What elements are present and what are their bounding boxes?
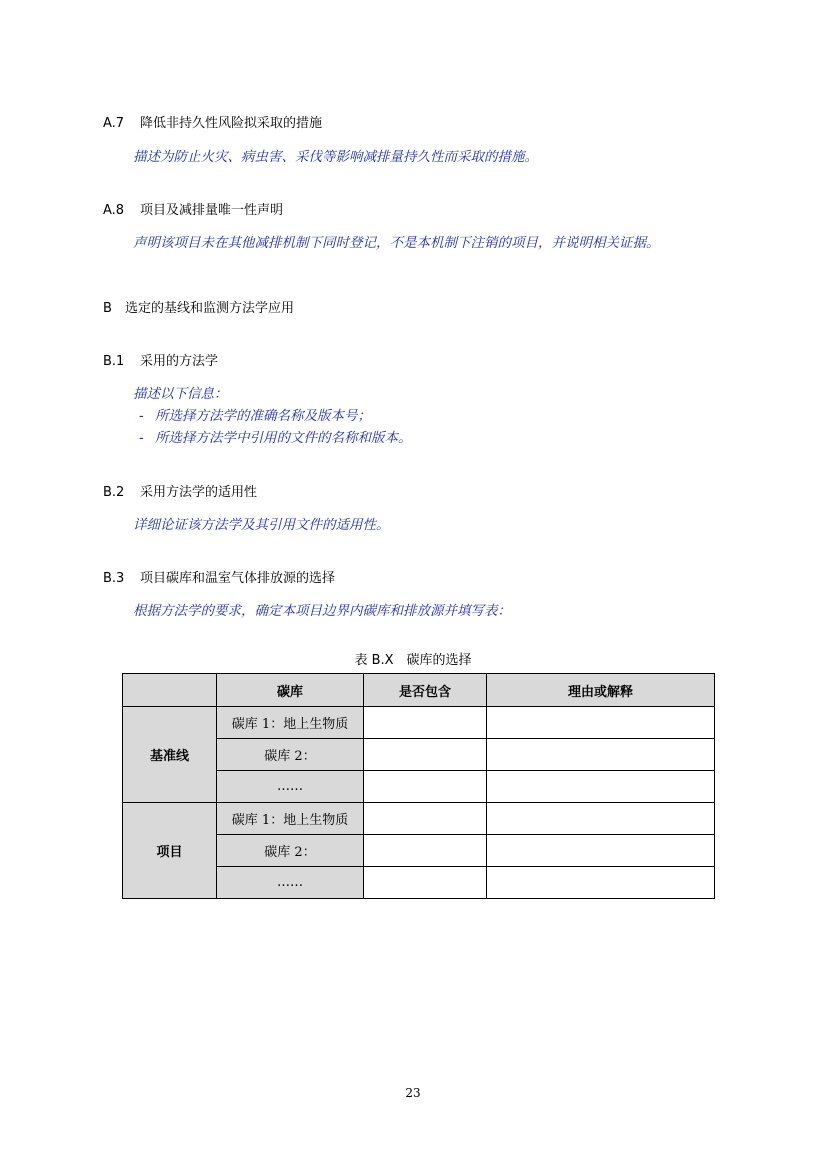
bullet-item — [133, 426, 412, 446]
heading-number: B.3 — [103, 571, 125, 586]
table-header-cell — [123, 674, 217, 707]
reason-cell[interactable] — [487, 867, 715, 899]
bullet-mark: - — [139, 430, 144, 446]
included-cell[interactable] — [364, 739, 487, 771]
heading-a7 — [103, 112, 322, 131]
table-header-cell: 理由或解释 — [487, 674, 715, 707]
carbon-pool-cell: …… — [217, 867, 364, 899]
included-cell[interactable] — [364, 771, 487, 803]
bullet-text: 所选择方法学的准确名称及版本号； — [155, 408, 371, 424]
heading-number: B.2 — [103, 485, 125, 500]
bullet-item — [133, 404, 371, 424]
reason-cell[interactable] — [487, 771, 715, 803]
carbon-pool-table — [122, 673, 715, 899]
included-cell[interactable] — [364, 707, 487, 739]
carbon-pool-cell: …… — [217, 771, 364, 803]
included-cell[interactable] — [364, 803, 487, 835]
group-label-baseline: 基准线 — [123, 707, 217, 803]
included-cell[interactable] — [364, 835, 487, 867]
heading-number: A.8 — [103, 203, 125, 218]
carbon-pool-cell: 碳库 2： — [217, 835, 364, 867]
table-header-row — [123, 674, 715, 707]
guide-text-b3: 根据方法学的要求，确定本项目边界内碳库和排放源并填写表： — [133, 603, 511, 619]
bullet-text: 所选择方法学中引用的文件的名称和版本。 — [155, 430, 412, 446]
heading-title: 采用的方法学 — [140, 354, 219, 369]
heading-title: 降低非持久性风险拟采取的措施 — [140, 116, 323, 131]
heading-b3 — [103, 567, 335, 586]
heading-title: 项目及减排量唯一性声明 — [140, 203, 284, 218]
heading-title: 采用方法学的适用性 — [140, 485, 258, 500]
heading-number: B — [103, 301, 112, 316]
included-cell[interactable] — [364, 867, 487, 899]
reason-cell[interactable] — [487, 803, 715, 835]
heading-number: A.7 — [103, 116, 125, 131]
table-row — [123, 803, 715, 835]
guide-text-b2: 详细论证该方法学及其引用文件的适用性。 — [133, 517, 390, 533]
heading-b — [103, 297, 294, 316]
table-header-cell: 碳库 — [217, 674, 364, 707]
guide-text-a8: 声明该项目未在其他减排机制下同时登记，不是本机制下注销的项目，并说明相关证据。 — [133, 235, 660, 251]
bullet-mark: - — [139, 408, 144, 424]
table-caption: 表 B.X 碳库的选择 — [354, 653, 472, 668]
carbon-pool-cell: 碳库 1：地上生物质 — [217, 707, 364, 739]
table-row — [123, 707, 715, 739]
group-label-project: 项目 — [123, 803, 217, 899]
carbon-pool-cell: 碳库 1：地上生物质 — [217, 803, 364, 835]
heading-title: 项目碳库和温室气体排放源的选择 — [140, 571, 336, 586]
table-header-cell: 是否包含 — [364, 674, 487, 707]
heading-b1 — [103, 350, 218, 369]
page-number: 23 — [405, 1086, 421, 1100]
reason-cell[interactable] — [487, 835, 715, 867]
heading-a8 — [103, 199, 283, 218]
heading-title: 选定的基线和监测方法学应用 — [125, 301, 295, 316]
guide-text-a7: 描述为防止火灾、病虫害、采伐等影响减排量持久性而采取的措施。 — [133, 149, 538, 165]
guide-text-b1: 描述以下信息： — [133, 386, 228, 402]
carbon-pool-cell: 碳库 2： — [217, 739, 364, 771]
reason-cell[interactable] — [487, 739, 715, 771]
reason-cell[interactable] — [487, 707, 715, 739]
heading-number: B.1 — [103, 354, 125, 369]
heading-b2 — [103, 481, 257, 500]
